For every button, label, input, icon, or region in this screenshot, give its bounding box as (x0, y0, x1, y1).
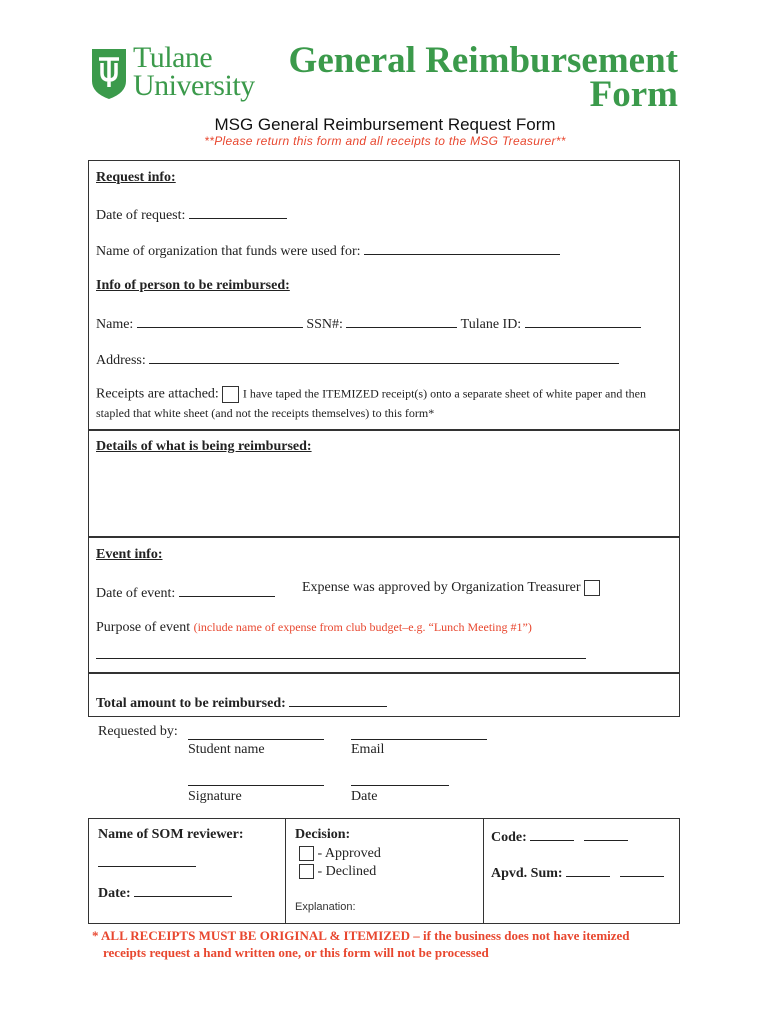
review-date-row (98, 883, 232, 902)
receipts-row (96, 386, 646, 403)
review-date-label: Date: (98, 886, 131, 901)
declined-option (299, 864, 376, 880)
review-divider-2 (483, 819, 484, 923)
apvd-sum-field-1[interactable] (566, 863, 610, 877)
apvd-sum-label: Apvd. Sum: (491, 866, 563, 881)
logo-line-1: Tulane (133, 41, 213, 74)
requested-by-label: Requested by: (98, 724, 178, 739)
title-line-2: Form (589, 74, 678, 115)
explanation-label: Explanation: (295, 901, 356, 913)
total-label: Total amount to be reimbursed: (96, 696, 286, 711)
footer-warning-line-2: receipts request a hand written one, or this form will not be processed (103, 945, 489, 960)
student-name-field[interactable] (188, 726, 324, 740)
signature-date-field[interactable] (351, 772, 449, 786)
name-field[interactable] (137, 314, 303, 328)
receipts-text-2: stapled that white sheet (and not the receipts themselves) to this form* (96, 406, 435, 420)
title-line-1: General Reimbursement (288, 40, 678, 81)
purpose-hint: (include name of expense from club budget–e.g. “Lunch Meeting #1”) (193, 620, 532, 634)
organization-field[interactable] (364, 241, 560, 255)
apvd-sum-row (491, 863, 664, 882)
details-heading: Details of what is being reimbursed: (96, 439, 312, 454)
name-ssn-id-row (96, 314, 641, 333)
declined-label: - Declined (317, 864, 377, 879)
code-row (491, 827, 628, 846)
signature-field[interactable] (188, 772, 324, 786)
reviewer-name-field[interactable] (98, 853, 196, 867)
treasurer-approval-checkbox[interactable] (584, 580, 600, 596)
signature-caption: Signature (188, 789, 242, 804)
return-note: **Please return this form and all receipts to the MSG Treasurer** (204, 134, 566, 148)
tulane-id-field[interactable] (525, 314, 641, 328)
ssn-label: SSN#: (306, 317, 343, 332)
review-date-field[interactable] (134, 883, 232, 897)
name-label: Name: (96, 317, 134, 332)
date-of-request-field[interactable] (189, 205, 287, 219)
logo-line-2: University (133, 69, 255, 102)
approved-checkbox[interactable] (299, 846, 314, 861)
student-name-caption: Student name (188, 742, 265, 757)
apvd-sum-field-2[interactable] (620, 863, 664, 877)
date-of-event-field[interactable] (179, 583, 275, 597)
page-title (288, 40, 678, 115)
treasurer-approval-row (302, 580, 600, 596)
reviewer-label: Name of SOM reviewer: (98, 827, 244, 842)
decision-label: Decision: (295, 827, 351, 842)
code-label: Code: (491, 830, 527, 845)
form-subtitle: MSG General Reimbursement Request Form (214, 115, 556, 134)
purpose-field[interactable] (96, 645, 586, 659)
email-caption: Email (351, 742, 385, 757)
date-of-event-label: Date of event: (96, 586, 176, 601)
date-of-request-label: Date of request: (96, 208, 186, 223)
treasurer-approval-label: Expense was approved by Organization Treasurer (302, 580, 581, 595)
review-divider-1 (285, 819, 286, 923)
total-field[interactable] (289, 693, 387, 707)
address-label: Address: (96, 353, 146, 368)
address-field[interactable] (149, 350, 619, 364)
ssn-field[interactable] (346, 314, 457, 328)
code-field-1[interactable] (530, 827, 574, 841)
email-field[interactable] (351, 726, 487, 740)
receipts-text-1: I have taped the ITEMIZED receipt(s) onto a separate sheet of white paper and then (242, 386, 646, 401)
purpose-row (96, 620, 532, 636)
tulane-shield-icon (90, 47, 128, 101)
footer-warning-line-1: * ALL RECEIPTS MUST BE ORIGINAL & ITEMIZED – if the business does not have itemized (92, 928, 630, 943)
declined-checkbox[interactable] (299, 864, 314, 879)
event-date-row (96, 583, 275, 602)
organization-label: Name of organization that funds were used for: (96, 244, 361, 259)
tulane-id-label: Tulane ID: (460, 317, 522, 332)
request-info-heading: Request info: (96, 170, 176, 185)
university-logo-text (133, 41, 255, 102)
approved-option (299, 846, 381, 862)
date-caption: Date (351, 789, 378, 804)
total-row (96, 693, 387, 712)
receipts-attached-checkbox[interactable] (222, 386, 239, 403)
event-info-heading: Event info: (96, 547, 163, 562)
details-section (88, 429, 680, 538)
person-info-heading: Info of person to be reimbursed: (96, 278, 290, 293)
address-row (96, 350, 619, 369)
review-section (88, 818, 680, 924)
total-section (88, 672, 680, 717)
request-info-section (88, 160, 680, 431)
code-field-2[interactable] (584, 827, 628, 841)
approved-label: - Approved (317, 846, 381, 861)
date-of-request-row (96, 205, 287, 224)
purpose-label: Purpose of event (96, 620, 191, 635)
event-info-section (88, 536, 680, 674)
receipts-label: Receipts are attached: (96, 386, 219, 402)
organization-row (96, 241, 560, 260)
